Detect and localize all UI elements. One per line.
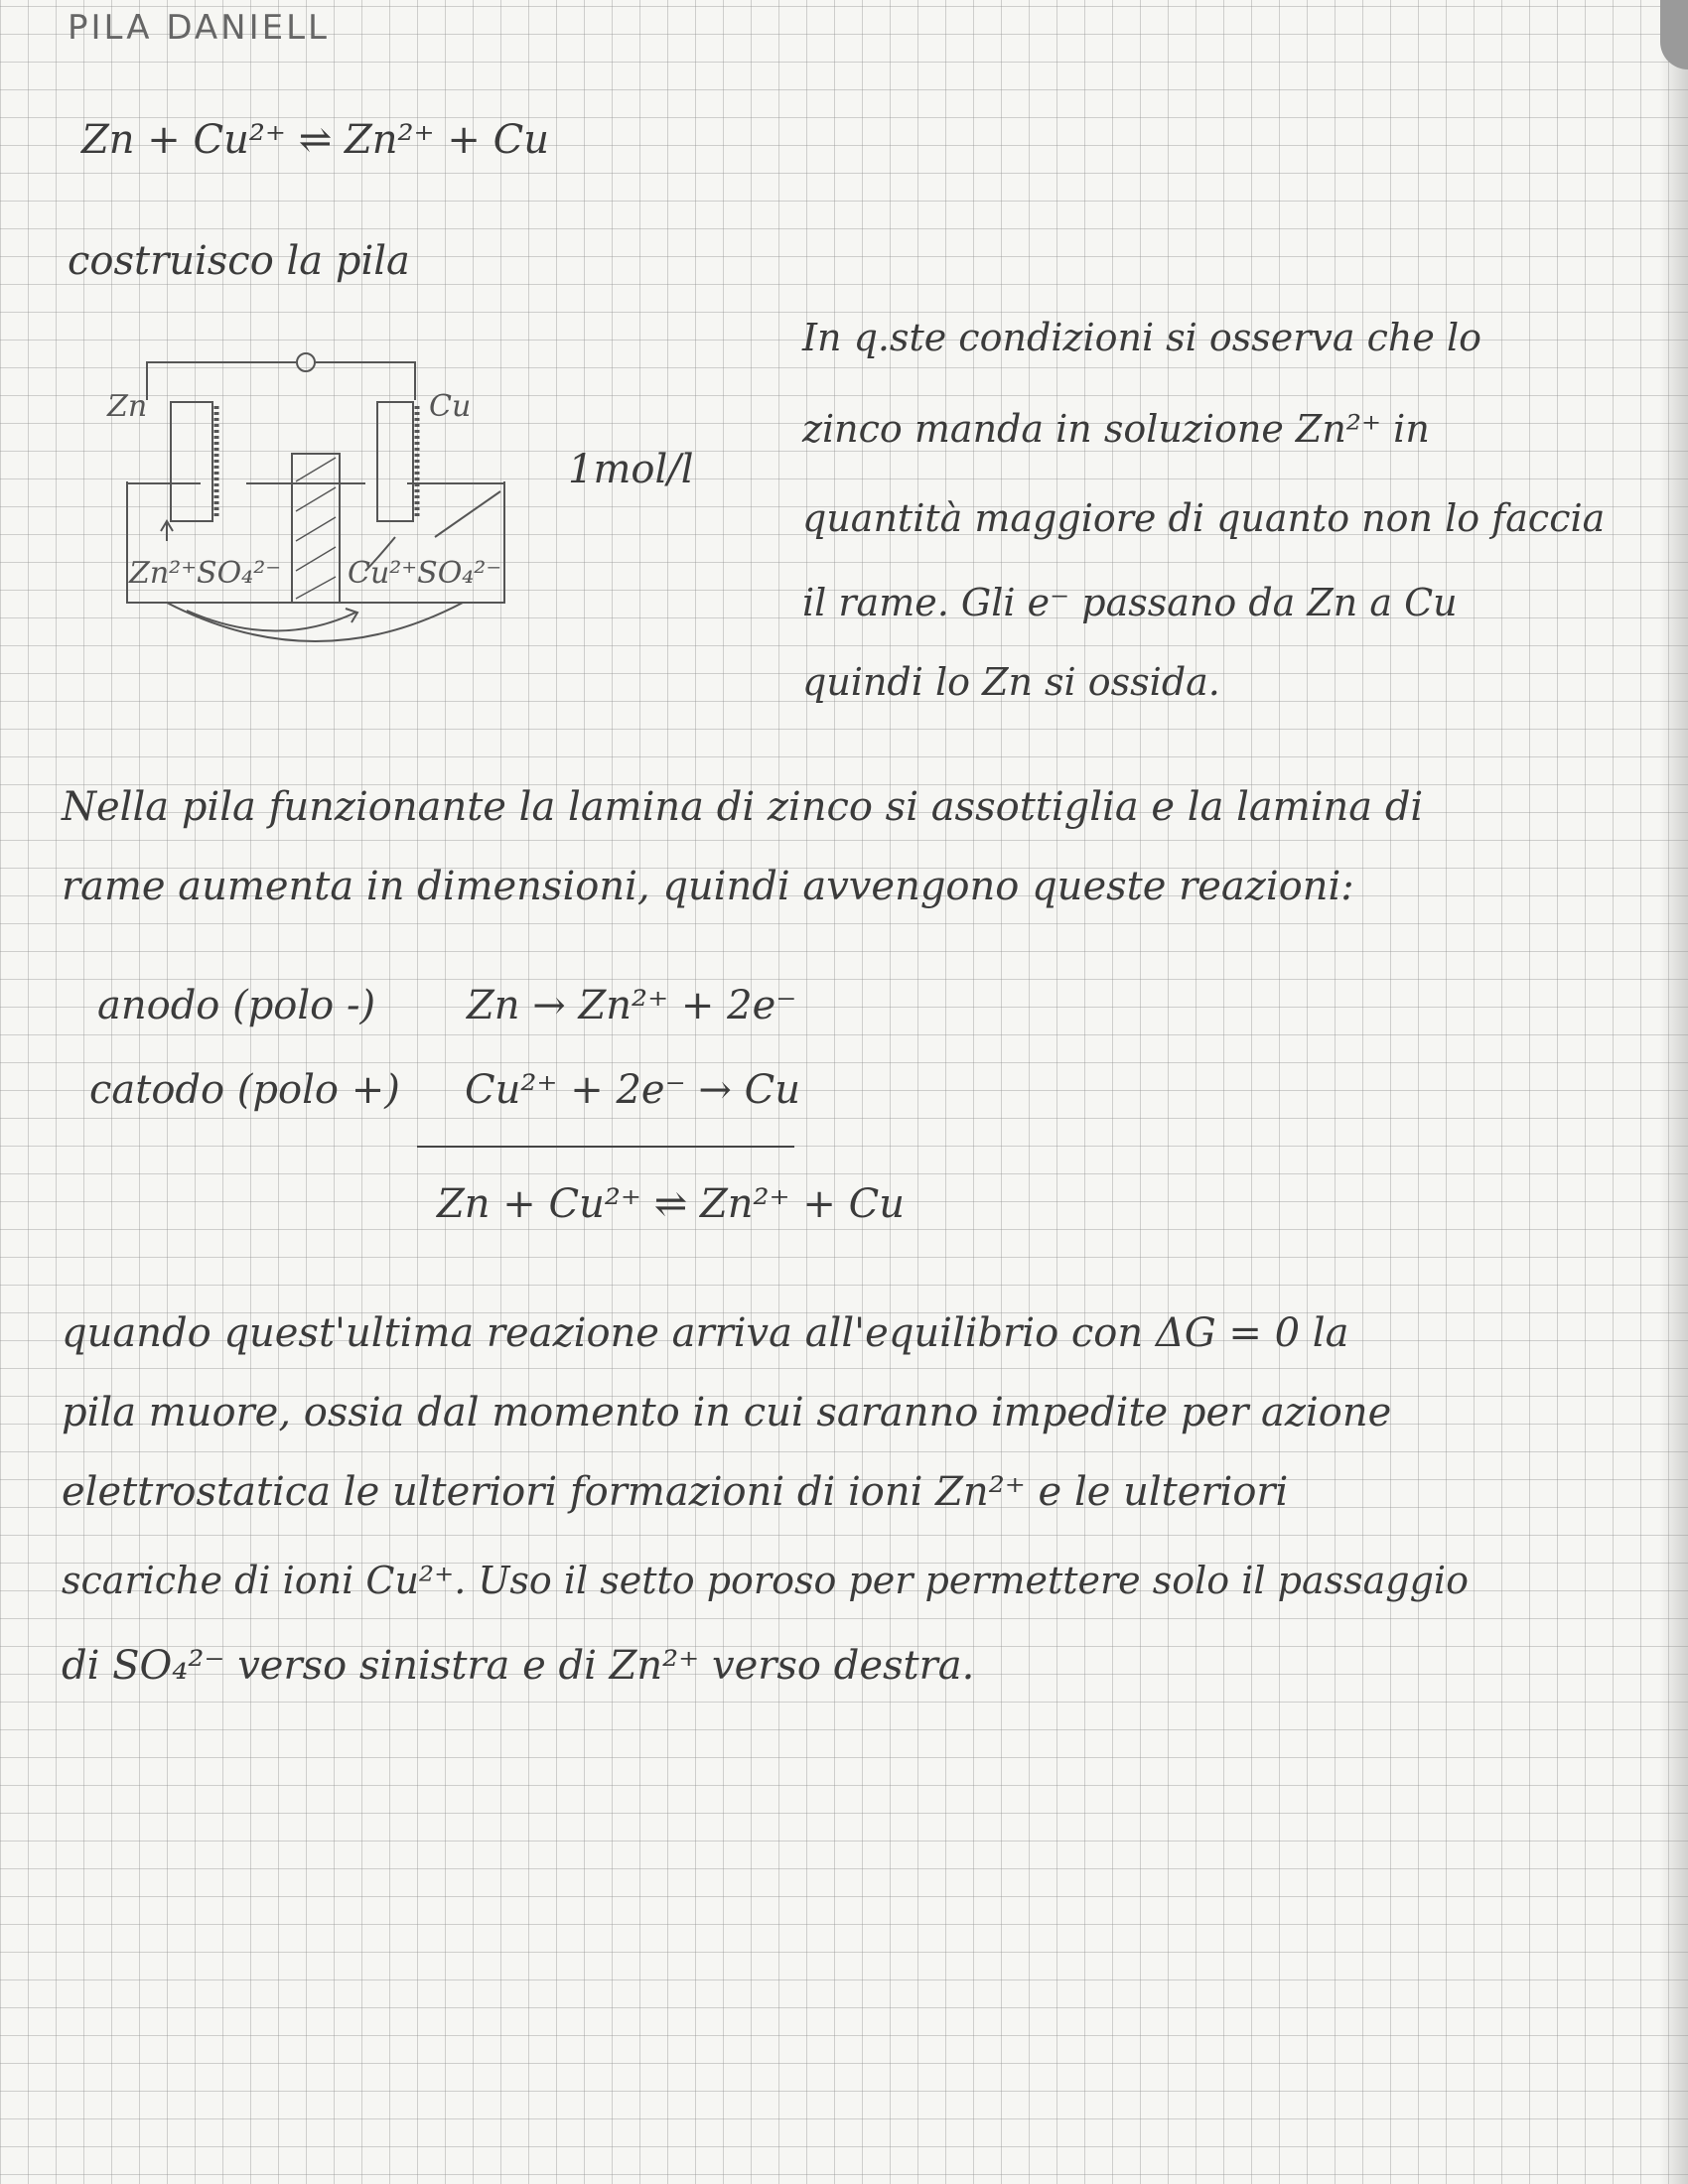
ion-flow-arrow-bottom <box>167 603 463 641</box>
paragraph2-line-1: quando quest'ultima reazione arriva all'equilibrio con ΔG = 0 la <box>62 1310 1349 1356</box>
side-note-line-5: quindi lo Zn si ossida. <box>802 660 1220 704</box>
side-note-line-2: zinco manda in soluzione Zn²⁺ in <box>802 407 1430 451</box>
total-equation: Zn + Cu²⁺ ⇌ Zn²⁺ + Cu <box>437 1181 905 1227</box>
side-note-line-4: il rame. Gli e⁻ passano da Zn a Cu <box>802 581 1458 624</box>
porous-septum <box>292 454 340 603</box>
paragraph1-line-2: rame aumenta in dimensioni, quindi avvengono queste reazioni: <box>62 864 1354 909</box>
label-right-solution: Cu²⁺SO₄²⁻ <box>348 556 502 591</box>
anodo-equation: Zn → Zn²⁺ + 2e⁻ <box>467 983 797 1028</box>
up-arrow-icon <box>161 521 173 541</box>
catodo-label: catodo (polo +) <box>89 1067 400 1113</box>
external-wire <box>147 362 415 400</box>
page-title: PILA DANIELL <box>68 8 330 48</box>
label-left-solution: Zn²⁺SO₄²⁻ <box>129 556 282 591</box>
voltmeter-icon <box>297 353 315 371</box>
section-costruisco: costruisco la pila <box>68 238 410 284</box>
copper-electrode <box>377 402 413 521</box>
side-note-line-3: quantità maggiore di quanto non lo faccia <box>802 496 1606 540</box>
equation-top: Zn + Cu²⁺ ⇌ Zn²⁺ + Cu <box>81 117 549 163</box>
paragraph1-line-1: Nella pila funzionante la lamina di zinco si assottiglia e la lamina di <box>62 784 1424 830</box>
paragraph2-line-3: elettrostatica le ulteriori formazioni di ioni Zn²⁺ e le ulteriori <box>62 1469 1289 1515</box>
label-zn: Zn <box>107 389 148 424</box>
side-note-line-1: In q.ste condizioni si osserva che lo <box>802 316 1481 359</box>
anodo-label: anodo (polo -) <box>97 983 376 1028</box>
label-cu: Cu <box>429 389 472 424</box>
page-edge-shadow <box>1660 0 1688 2184</box>
paragraph2-line-5: di SO₄²⁻ verso sinistra e di Zn²⁺ verso destra. <box>62 1643 975 1689</box>
paragraph2-line-2: pila muore, ossia dal momento in cui saranno impedite per azione <box>62 1390 1392 1435</box>
zinc-electrode <box>171 402 212 521</box>
paragraph2-line-4: scariche di ioni Cu²⁺. Uso il setto poroso per permettere solo il passaggio <box>62 1559 1469 1602</box>
label-concentration: 1mol/l <box>568 447 694 492</box>
sum-line <box>417 1146 794 1148</box>
catodo-equation: Cu²⁺ + 2e⁻ → Cu <box>465 1067 801 1113</box>
